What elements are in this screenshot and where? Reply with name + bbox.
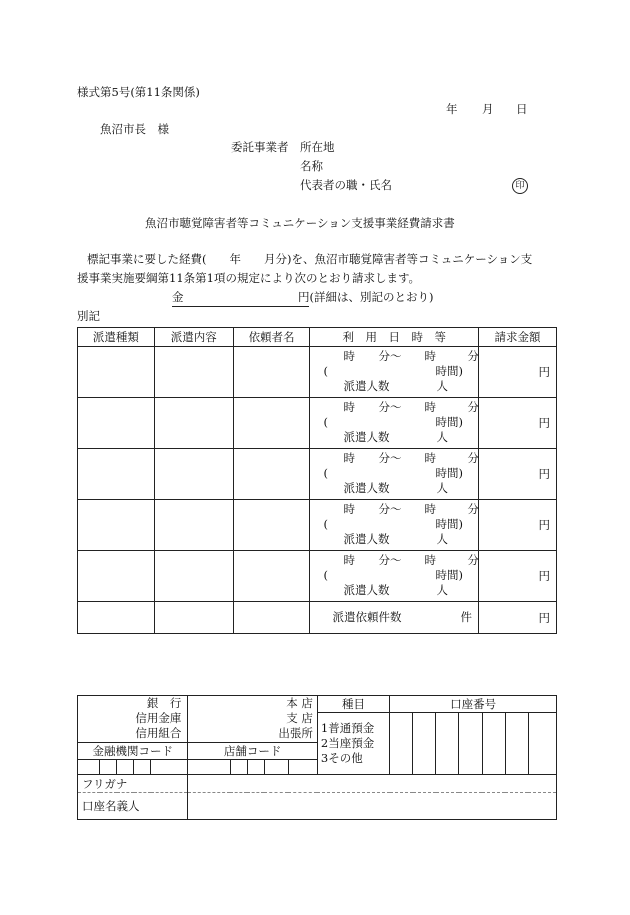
amount-cell[interactable]: [479, 500, 557, 551]
table-row: [78, 500, 557, 551]
hours-label: 時間): [435, 364, 463, 378]
dispatch-count-label: 派遣人数: [343, 379, 390, 393]
paren-open: (: [323, 517, 328, 531]
paren-open: (: [323, 415, 328, 429]
usage-datetime-cell[interactable]: [310, 500, 479, 551]
account-number-header: 口座番号: [390, 696, 557, 713]
dispatch-content-cell[interactable]: [154, 347, 233, 398]
requester-cell[interactable]: [233, 398, 310, 449]
minute-from-label: 分〜: [378, 400, 402, 414]
contractor-rep: 代表者の職・氏名: [300, 178, 392, 192]
account-holder-label: 口座名義人: [78, 793, 188, 820]
account-digit[interactable]: [528, 713, 556, 775]
dispatch-count-label: 派遣人数: [343, 583, 390, 597]
amount-cell[interactable]: [479, 551, 557, 602]
account-digit[interactable]: [459, 713, 482, 775]
hour-label: 時: [343, 400, 355, 414]
contractor-label: 委託事業者: [231, 140, 289, 154]
header-amount: 請求金額: [479, 328, 557, 347]
dispatch-type-cell[interactable]: [78, 500, 155, 551]
account-digit[interactable]: [482, 713, 505, 775]
date-month: 月: [482, 102, 494, 116]
furigana-label: フリガナ: [78, 775, 188, 793]
kumiai-label: 信用組合: [135, 726, 182, 740]
table-row: [78, 347, 557, 398]
amount-cell[interactable]: [479, 347, 557, 398]
date-day: 日: [516, 102, 528, 116]
dispatch-count-label: 派遣人数: [343, 430, 390, 444]
account-digit[interactable]: [436, 713, 459, 775]
institution-code-digit[interactable]: [100, 760, 117, 775]
paren-open: (: [323, 568, 328, 582]
account-holder-field[interactable]: [188, 793, 557, 820]
branch-type-cell: [188, 696, 318, 743]
usage-datetime-cell[interactable]: [310, 347, 479, 398]
yen-unit: 円: [538, 365, 550, 379]
table-row: [78, 449, 557, 500]
body-line-2: 援事業実施要綱第11条第1項の規定により次のとおり請求します。: [77, 271, 421, 285]
hour-label: 時: [424, 502, 436, 516]
furigana-field[interactable]: [188, 775, 557, 793]
table-cell: [154, 602, 233, 634]
date-year: 年: [446, 102, 458, 116]
usage-datetime-cell[interactable]: [310, 449, 479, 500]
yen-unit: 円: [538, 467, 550, 481]
paren-open: (: [323, 466, 328, 480]
account-digit[interactable]: [505, 713, 528, 775]
table-cell: [78, 602, 155, 634]
hour-label: 時: [343, 502, 355, 516]
dispatch-type-cell[interactable]: [78, 398, 155, 449]
table-total-row: [78, 602, 557, 634]
amount-cell[interactable]: [479, 449, 557, 500]
people-unit: 人: [436, 583, 448, 597]
amount-suffix: 円(詳細は、別記のとおり): [298, 290, 434, 304]
people-unit: 人: [436, 481, 448, 495]
hours-label: 時間): [435, 568, 463, 582]
amount-cell[interactable]: [479, 398, 557, 449]
appendix-label: 別記: [77, 309, 100, 323]
dispatch-type-cell[interactable]: [78, 551, 155, 602]
dispatch-count-label: 派遣人数: [343, 481, 390, 495]
deposit-type-2: 2当座預金: [320, 736, 375, 750]
institution-code-spacer: [151, 760, 188, 775]
addressee: 魚沼市長 様: [100, 122, 169, 136]
header-dispatch-type: 派遣種類: [78, 328, 155, 347]
dispatch-type-cell[interactable]: [78, 449, 155, 500]
document-title: 魚沼市聴覚障害者等コミュニケーション支援事業経費請求書: [145, 216, 455, 230]
sub-office-label: 出張所: [278, 726, 313, 740]
minute-from-label: 分〜: [378, 451, 402, 465]
hours-label: 時間): [435, 517, 463, 531]
hour-label: 時: [424, 349, 436, 363]
hour-label: 時: [424, 451, 436, 465]
branch-code-label: 店舗コード: [188, 743, 318, 760]
dispatch-content-cell[interactable]: [154, 449, 233, 500]
minute-from-label: 分〜: [378, 502, 402, 516]
institution-code-digit[interactable]: [78, 760, 100, 775]
dispatch-count-unit: 件: [460, 610, 472, 624]
yen-unit: 円: [538, 569, 550, 583]
institution-code-digit[interactable]: [134, 760, 151, 775]
yen-unit: 円: [538, 518, 550, 532]
people-unit: 人: [436, 379, 448, 393]
head-office-label: 本 店: [286, 696, 313, 710]
account-digit[interactable]: [390, 713, 413, 775]
branch-label: 支 店: [286, 711, 313, 725]
people-unit: 人: [436, 430, 448, 444]
bank-type-cell: [78, 696, 188, 743]
contractor-address: 所在地: [300, 140, 335, 154]
requester-cell[interactable]: [233, 347, 310, 398]
requester-cell[interactable]: [233, 500, 310, 551]
dispatch-type-cell[interactable]: [78, 347, 155, 398]
hour-label: 時: [343, 349, 355, 363]
header-usage-datetime: 利 用 日 時 等: [310, 328, 479, 347]
bank-account-table: [77, 695, 557, 820]
header-requester: 依頼者名: [233, 328, 310, 347]
deposit-type-3: 3その他: [320, 751, 363, 765]
seal-mark: 印: [512, 178, 528, 194]
branch-code-spacer: [288, 760, 317, 775]
minute-to-label: 分: [467, 451, 479, 465]
minute-from-label: 分〜: [378, 553, 402, 567]
usage-datetime-cell[interactable]: [310, 398, 479, 449]
dispatch-content-cell[interactable]: [154, 398, 233, 449]
hour-label: 時: [424, 553, 436, 567]
minute-to-label: 分: [467, 349, 479, 363]
deposit-type-1: 1普通預金: [320, 721, 375, 735]
branch-code-digit[interactable]: [264, 760, 288, 775]
header-dispatch-content: 派遣内容: [154, 328, 233, 347]
branch-code-digit[interactable]: [230, 760, 247, 775]
table-row: [78, 551, 557, 602]
people-unit: 人: [436, 532, 448, 546]
branch-code-digit[interactable]: [247, 760, 264, 775]
hours-label: 時間): [435, 415, 463, 429]
account-digit[interactable]: [413, 713, 436, 775]
hour-label: 時: [343, 451, 355, 465]
dispatch-count-label: 派遣依頼件数: [332, 610, 402, 624]
dispatch-table: [77, 327, 557, 634]
contractor-name: 名称: [300, 159, 323, 173]
branch-code-spacer: [188, 760, 230, 775]
table-header-row: [78, 328, 557, 347]
deposit-type-cell: [317, 713, 389, 775]
yen-unit: 円: [538, 416, 550, 430]
total-amount-cell: [479, 602, 557, 634]
body-line-1: 標記事業に要した経費( 年 月分)を、魚沼市聴覚障害者等コミュニケーション支: [87, 252, 533, 266]
usage-datetime-cell[interactable]: [310, 551, 479, 602]
hours-label: 時間): [435, 466, 463, 480]
minute-from-label: 分〜: [378, 349, 402, 363]
dispatch-content-cell[interactable]: [154, 551, 233, 602]
bank-label: 銀 行: [146, 696, 182, 710]
institution-code-digit[interactable]: [117, 760, 134, 775]
minute-to-label: 分: [467, 553, 479, 567]
dispatch-count-label: 派遣人数: [343, 532, 390, 546]
institution-code-label: 金融機関コード: [78, 743, 188, 760]
yen-unit: 円: [538, 610, 550, 625]
hour-label: 時: [343, 553, 355, 567]
shinkin-label: 信用金庫: [135, 711, 182, 725]
table-row: [78, 398, 557, 449]
dispatch-content-cell[interactable]: [154, 500, 233, 551]
amount-prefix: 金: [172, 290, 184, 304]
type-header: 種目: [317, 696, 389, 713]
requester-cell[interactable]: [233, 449, 310, 500]
minute-to-label: 分: [467, 400, 479, 414]
table-cell: [233, 602, 310, 634]
dispatch-count-cell: [310, 602, 479, 634]
form-number: 様式第5号(第11条関係): [77, 85, 200, 99]
requester-cell[interactable]: [233, 551, 310, 602]
hour-label: 時: [424, 400, 436, 414]
amount-line: [172, 292, 309, 307]
paren-open: (: [323, 364, 328, 378]
minute-to-label: 分: [467, 502, 479, 516]
